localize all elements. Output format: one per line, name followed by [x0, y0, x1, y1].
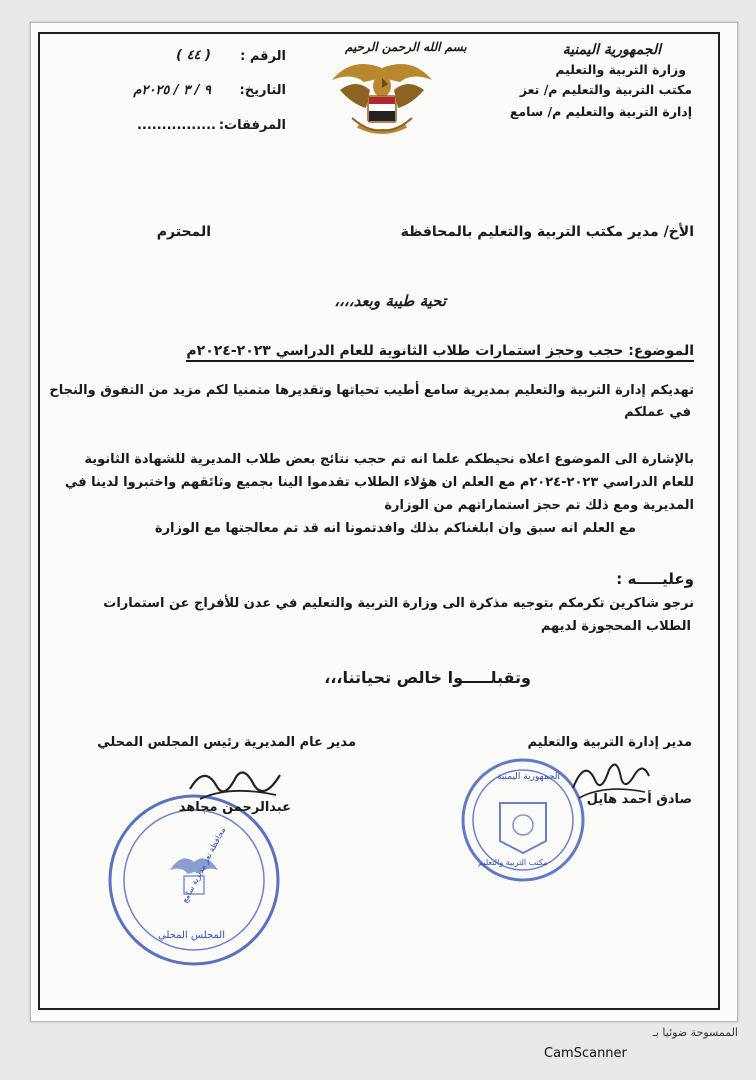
header-dept-sama: إدارة التربية والتعليم م/ سامع — [509, 104, 692, 119]
paragraph-2-line-4: مع العلم انه سبق وان ابلغناكم بذلك وافدتمونا انه قد تم معالجتها مع الوزارة — [154, 521, 636, 536]
yemen-eagle-emblem-icon — [322, 38, 442, 148]
recipient-line: الأخ/ مدير مكتب التربية والتعليم بالمحافظة — [400, 224, 694, 240]
paragraph-1-line-1: تهديكم إدارة التربية والتعليم بمديرية سامع أطيب تحياتها وتقديرها متمنيا لكم مزيد من التفوق والنجاح — [49, 383, 694, 398]
attachments-value: ................ — [136, 118, 216, 133]
paragraph-2-line-1: بالإشارة الى الموضوع اعلاه نحيطكم علما انه تم حجب نتائج بعض طلاب المديرية للشهادة الثانوية — [84, 452, 694, 467]
scanner-watermark-brand: CamScanner — [544, 1046, 627, 1061]
greeting: تحية طيبة وبعد،،،، — [334, 292, 446, 310]
therefore-heading: وعليـــــه : — [616, 570, 694, 588]
right-stamp-ring-text: مكتب التربية والتعليم — [478, 858, 548, 867]
paragraph-1-line-2: في عملكم — [624, 405, 691, 420]
left-stamp-ring-text: محافظة تعز مديرية سامع — [180, 825, 228, 905]
recipient-honorific: المحترم — [156, 224, 211, 240]
basmala: بسم الله الرحمن الرحيم — [345, 40, 467, 54]
paragraph-3-line-1: نرجو شاكرين تكرمكم بتوجيه مذكرة الى وزارة التربية والتعليم في عدن للأفراج عن استمارات — [103, 596, 694, 611]
left-signatory-title: مدير عام المديرية رئيس المجلس المحلي — [97, 735, 356, 750]
header-ministry: وزارة التربية والتعليم — [555, 62, 686, 77]
right-signatory-title: مدير إدارة التربية والتعليم — [527, 735, 692, 750]
header-republic: الجمهورية اليمنية — [562, 42, 661, 58]
closing-line: وتقبلـــــوا خالص تحياتنا،،، — [324, 668, 531, 687]
paragraph-3-line-2: الطلاب المحجوزة لديهم — [540, 619, 691, 634]
paragraph-2-line-3: المديرية ومع ذلك تم حجز استماراتهم من الوزارة — [384, 498, 694, 513]
subject-line: الموضوع: حجب وحجز استمارات طلاب الثانوية للعام الدراسي ٢٠٢٣-٢٠٢٤م — [186, 343, 694, 362]
right-stamp-top-text: الجمهورية اليمنية — [497, 772, 561, 782]
attachments-label: المرفقات: — [218, 118, 286, 133]
paragraph-2-line-2: للعام الدراسي ٢٠٢٣-٢٠٢٤م مع العلم ان هؤلاء الطلاب تقدموا الينا بجميع وثائقهم واختبروا لدينا في — [64, 475, 694, 490]
left-stamp-bottom-text: المجلس المحلي — [158, 930, 226, 941]
scanner-watermark-arabic: الممسوحة ضوئيا بـ — [652, 1026, 738, 1039]
date-label: التاريخ: — [239, 83, 286, 98]
number-label: الرقم : — [240, 49, 286, 64]
right-signatory-name: صادق أحمد هايل — [586, 792, 692, 807]
header-office-taiz: مكتب التربية والتعليم م/ تعز — [519, 82, 692, 97]
left-signatory-name: عبدالرحمن مجاهد — [178, 800, 291, 815]
number-value: ( ٤٤ ) — [176, 48, 211, 63]
date-value: ٩ / ٣ / ٢٠٢٥م — [133, 83, 211, 98]
